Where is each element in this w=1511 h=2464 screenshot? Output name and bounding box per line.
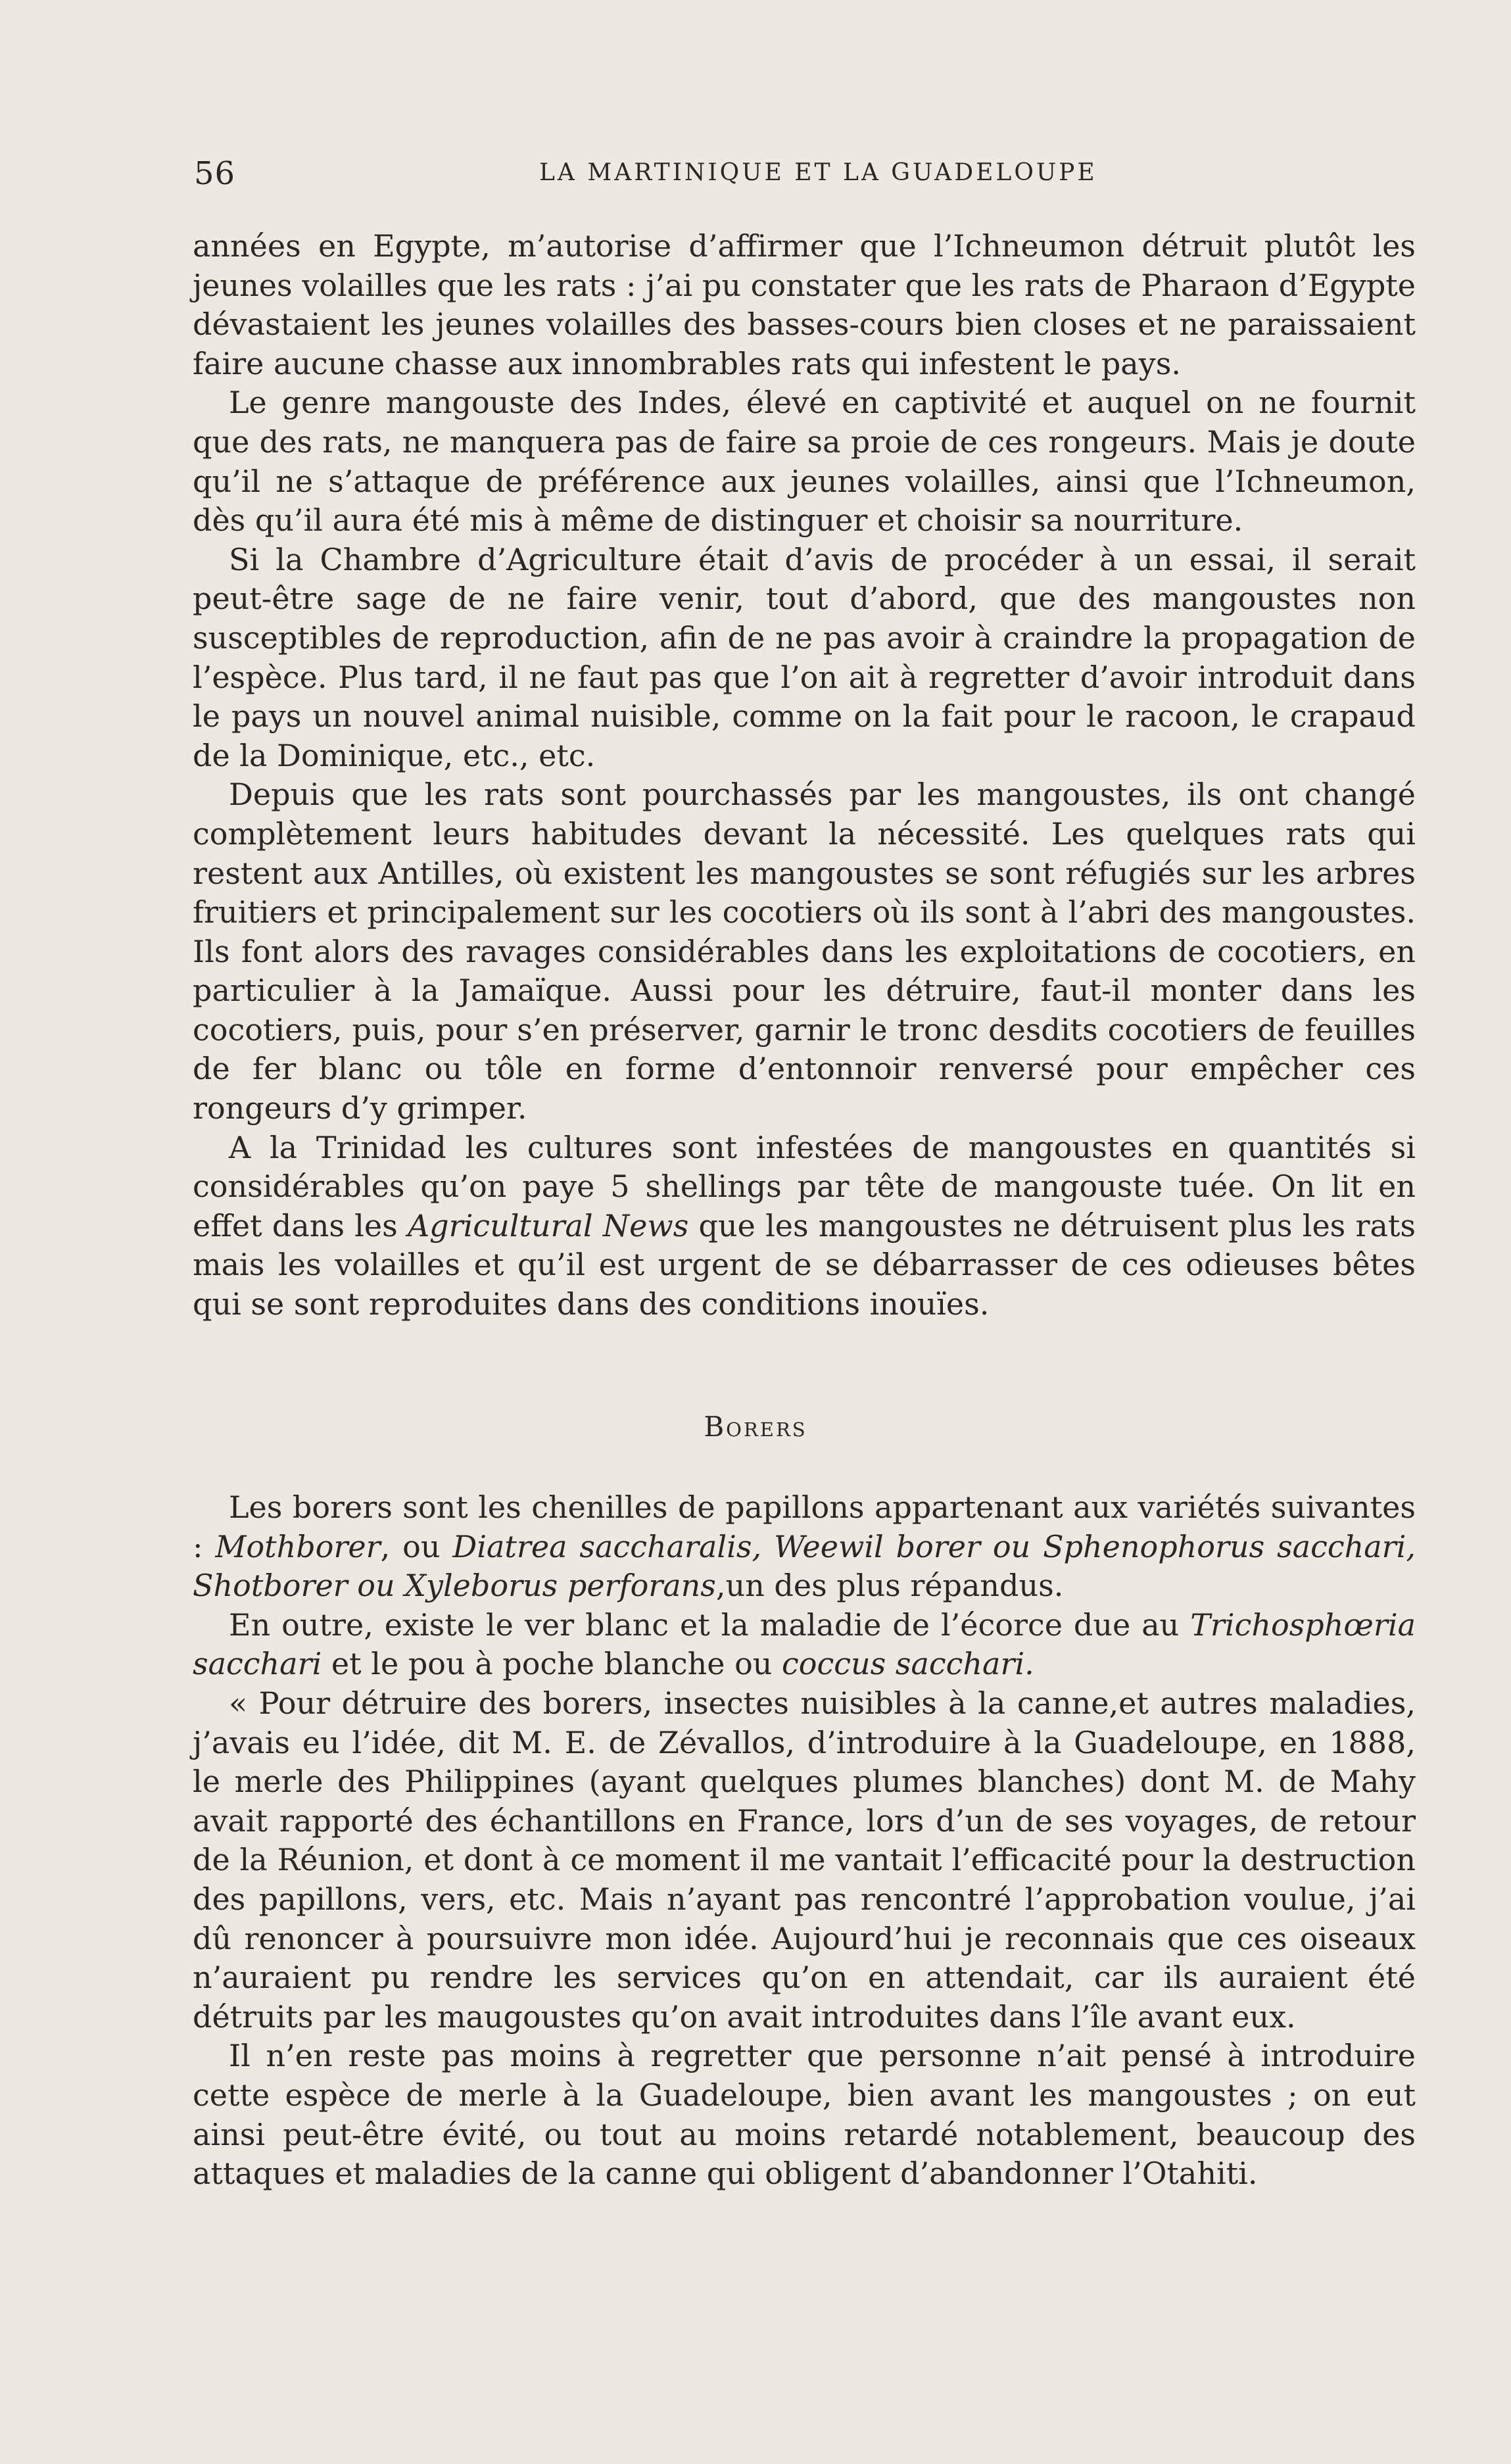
paragraph (193, 1128, 1416, 1324)
italic-term: Trichosphœria sacchari (193, 1606, 1416, 1682)
text-run: Les borers sont les chenilles de papillons appartenant aux variétés suivantes : (193, 1489, 1416, 1564)
text-run: que les mangoustes ne détruisent plus les rats mais les volailles et qu’il est urgent de se débarrasser de ces odieuses bêtes qui se sont reproduites dans des conditions inouïes. (193, 1207, 1416, 1322)
italic-term: coccus sacchari. (782, 1646, 1034, 1682)
italic-term: Mothborer (215, 1528, 381, 1564)
paragraph: années en Egypte, m’autorise d’affirmer que l’Ichneumon détruit plutôt les jeunes volailles que les rats : j’ai pu constater que les rats de Pharaon d’Egypte dévastaient les jeunes volailles des basses-cours bien closes et ne paraissaient faire aucune chasse aux innombrables rats qui infestent le pays. (193, 228, 1416, 381)
paragraph (193, 1488, 1416, 1606)
page-number: 56 (194, 155, 236, 192)
text-run: A la Trinidad les cultures sont infestées de mangoustes en quantités si considérables qu’on paye 5 shellings par tête de mangouste tuée. On lit en effet dans les (193, 1129, 1416, 1244)
paragraph: Il n’en reste pas moins à regretter que personne n’ait pensé à introduire cette espèce de merle à la Guadeloupe, bien avant les mangoustes ; on eut ainsi peut-être évité, ou tout au moins retardé notablement, beaucoup des attaques et maladies de la canne qui obligent d’abandonner l’Otahiti. (193, 2038, 1416, 2192)
text-block-bottom (193, 1488, 1416, 2194)
text-run: , ou (380, 1528, 453, 1564)
text-run: En outre, existe le ver blanc et la maladie de l’écorce due au (229, 1606, 1191, 1643)
text-block-top (193, 227, 1416, 1324)
text-run: et le pou à poche blanche ou (322, 1646, 782, 1682)
section-title: Borers (704, 1411, 807, 1443)
italic-title: Agricultural News (407, 1207, 689, 1244)
paragraph: Depuis que les rats sont pourchassés par les mangoustes, ils ont changé complètement leurs habitudes devant la nécessité. Les quelques rats qui restent aux Antilles, où existent les mangoustes se sont réfugiés sur les arbres fruitiers et principalement sur les cocotiers où ils sont à l’abri des mangoustes. Ils font alors des ravages considérables dans les exploitations de cocotiers, en particulier à la Jamaïque. Aussi pour les détruire, faut-il monter dans les cocotiers, puis, pour s’en préserver, garnir le tronc desdits cocotiers de feuilles de fer blanc ou tôle en forme d’entonnoir renversé pour empêcher ces rongeurs d’y grimper. (193, 777, 1416, 1126)
paragraph (193, 1606, 1416, 1684)
text-run: ,un des plus répandus. (715, 1568, 1064, 1604)
italic-term: Diatrea saccharalis, Weewil borer ou Sphenophorus sacchari, Shotborer ou Xyleborus perforans (193, 1528, 1416, 1604)
running-head: LA MARTINIQUE ET LA GUADELOUPE (539, 159, 1097, 186)
paragraph: Le genre mangouste des Indes, élevé en captivité et auquel on ne fournit que des rats, ne manquera pas de faire sa proie de ces rongeurs. Mais je doute qu’il ne s’attaque de préférence aux jeunes volailles, ainsi que l’Ichneumon, dès qu’il aura été mis à même de distinguer et choisir sa nourriture. (193, 385, 1416, 539)
paragraph: « Pour détruire des borers, insectes nuisibles à la canne,et autres maladies, j’avais eu l’idée, dit M. E. de Zévallos, d’introduire à la Guadeloupe, en 1888, le merle des Philippines (ayant quelques plumes blanches) dont M. de Mahy avait rapporté des échantillons en France, lors d’un de ses voyages, de retour de la Réunion, et dont à ce moment il me vantait l’efficacité pour la destruction des papillons, vers, etc. Mais n’ayant pas rencontré l’approbation voulue, j’ai dû renoncer à poursuivre mon idée. Aujourd’hui je reconnais que ces oiseaux n’auraient pu rendre les services qu’on en attendait, car ils auraient été détruits par les maugoustes qu’on avait introduites dans l’île avant eux. (193, 1685, 1416, 2035)
paragraph: Si la Chambre d’Agriculture était d’avis de procéder à un essai, il serait peut-être sage de ne faire venir, tout d’abord, que des mangoustes non susceptibles de reproduction, afin de ne pas avoir à craindre la propagation de l’espèce. Plus tard, il ne faut pas que l’on ait à regretter d’avoir introduit dans le pays un nouvel animal nuisible, comme on la fait pour le racoon, le crapaud de la Dominique, etc., etc. (193, 541, 1416, 773)
